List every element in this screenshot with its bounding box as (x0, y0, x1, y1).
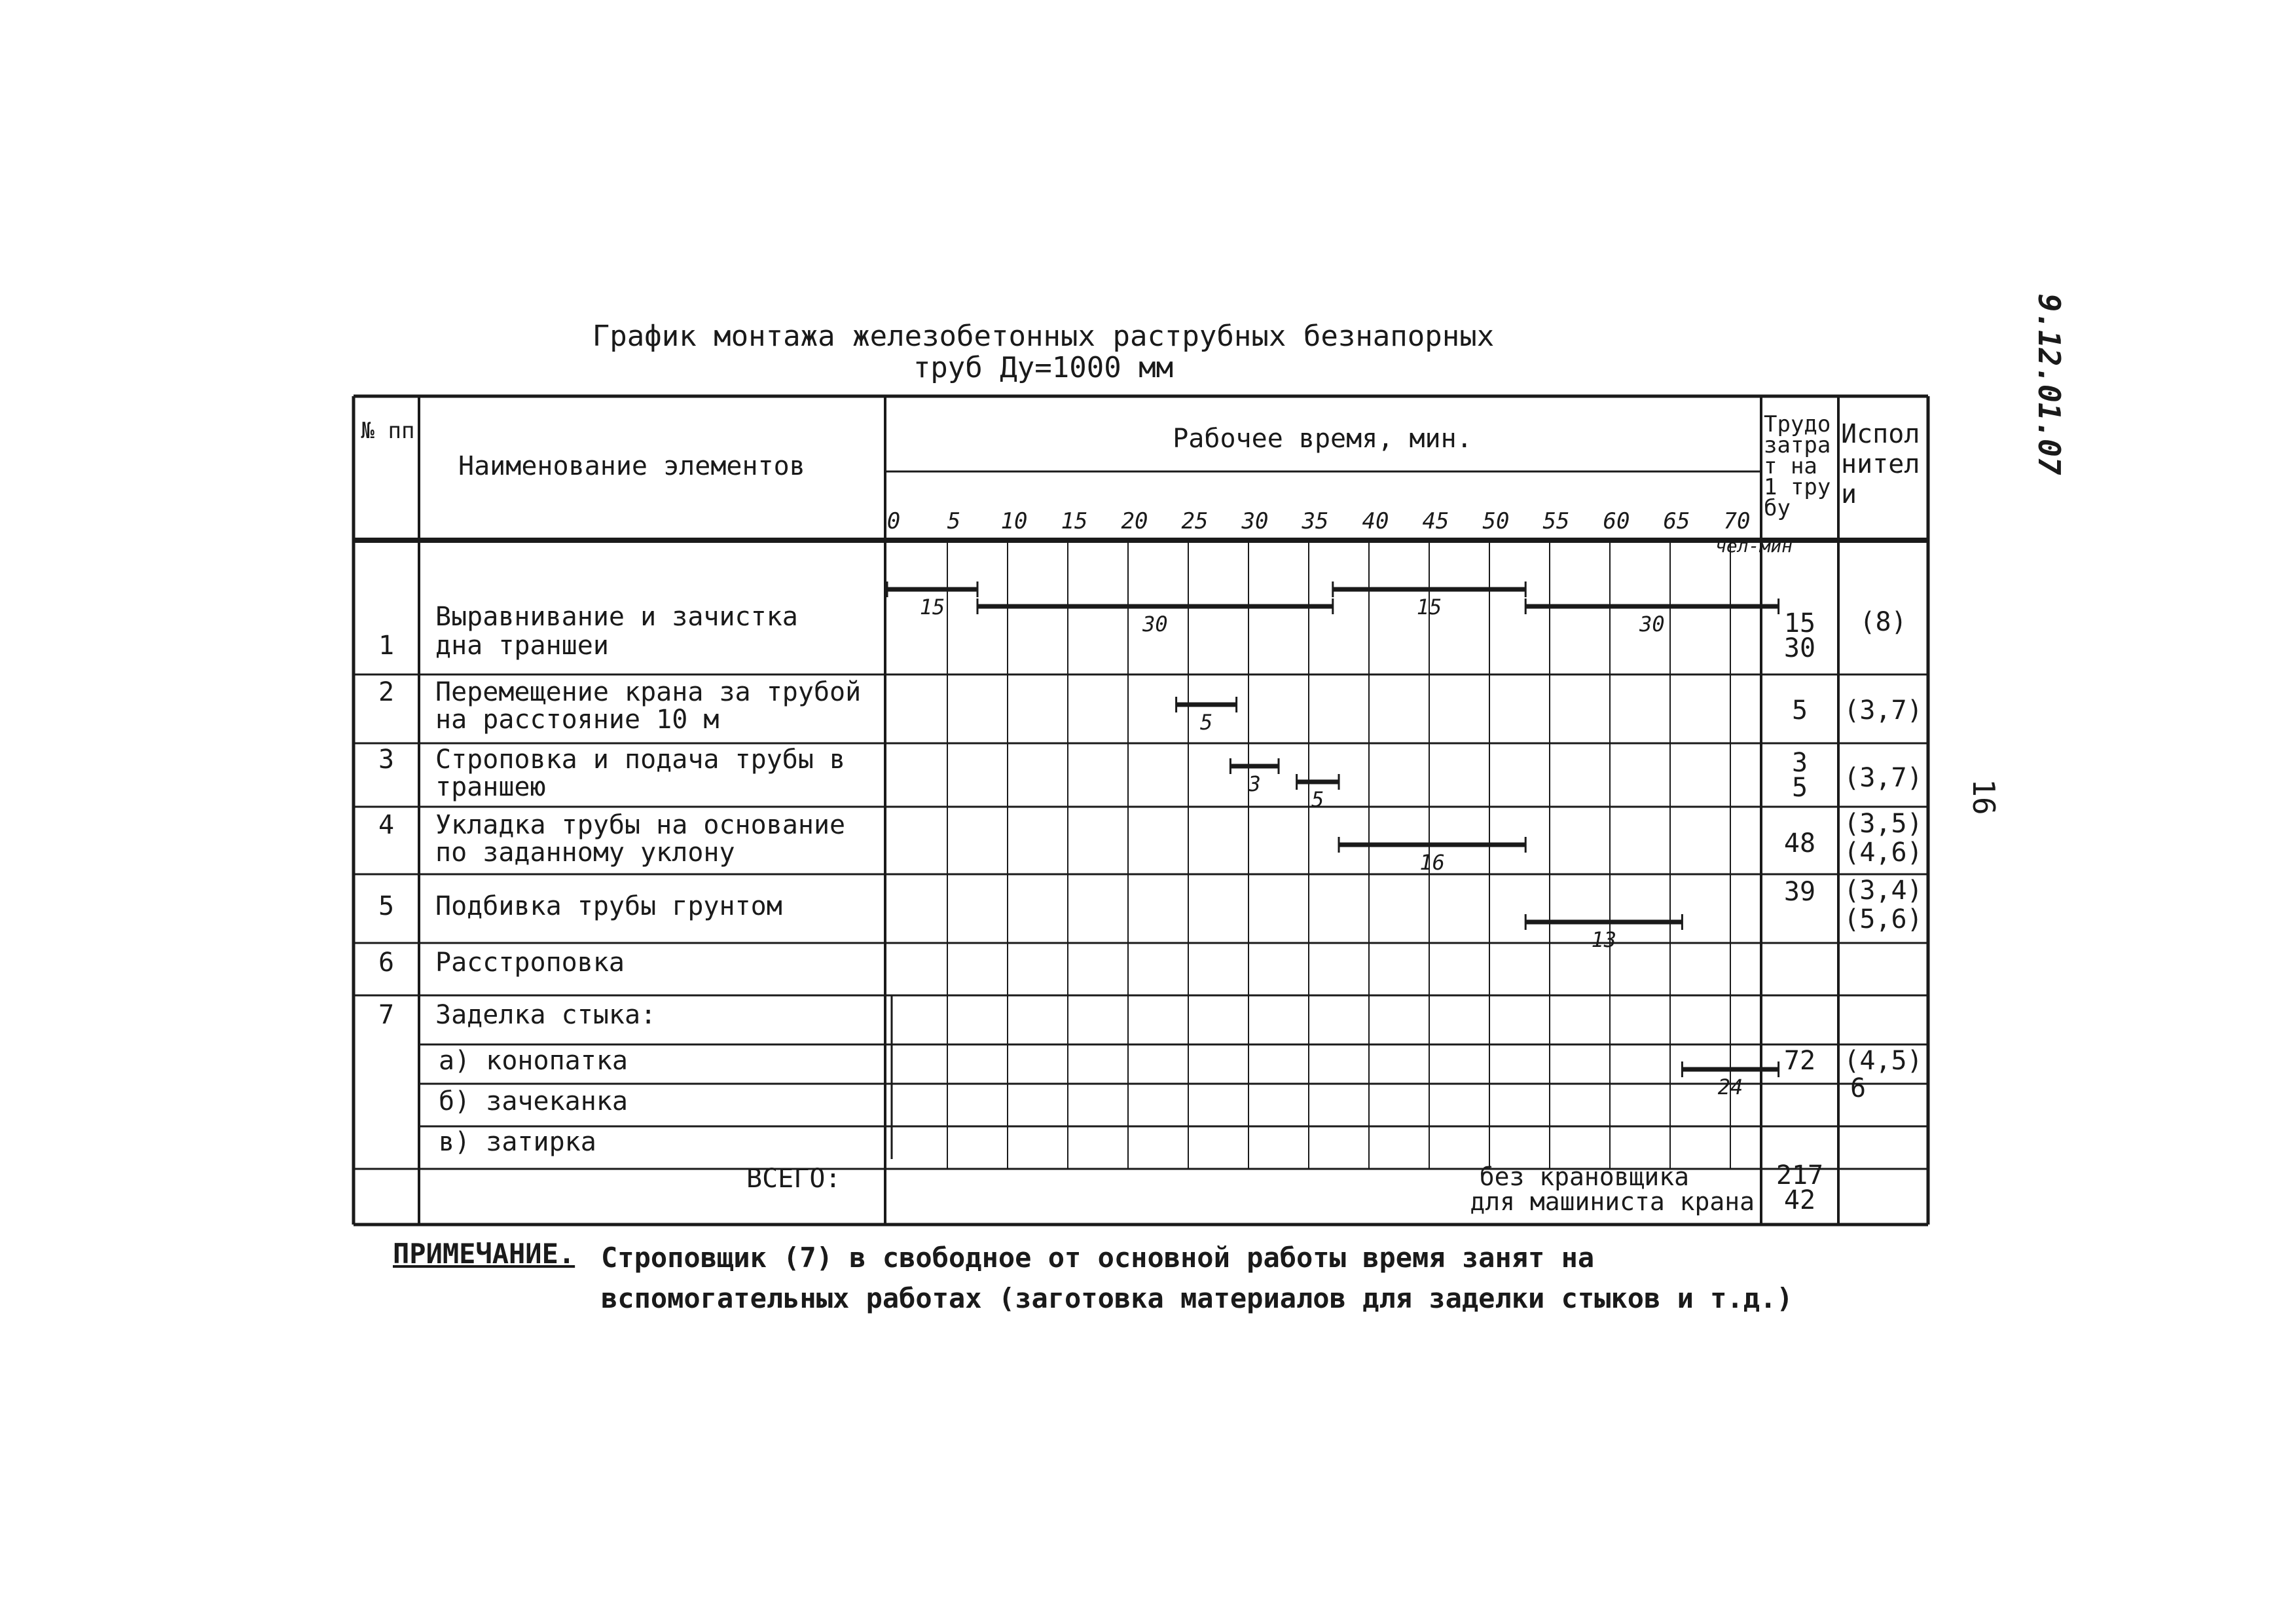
row-name-cont: на расстояние 10 м (435, 705, 720, 735)
subitem-name: в) затирка (439, 1127, 596, 1157)
row-labor: 5 (1791, 695, 1808, 726)
row-name: Подбивка трубы грунтом (435, 891, 782, 921)
tick-label: 35 (1302, 508, 1329, 534)
subitem-name: а) конопатка (439, 1046, 628, 1076)
header-num: № пп (361, 418, 415, 444)
row-number: 1 (378, 631, 395, 661)
tick-label: 30 (1241, 508, 1269, 534)
gantt-bar-label: 30 (1639, 612, 1665, 637)
gantt-bar-label: 5 (1199, 710, 1213, 735)
subitem-labor: 72 (1783, 1046, 1816, 1076)
gantt-bar-label: 15 (1416, 595, 1442, 619)
row-name: Расстроповка (435, 948, 625, 978)
tick-label: 70 (1723, 508, 1751, 534)
note-text: Строповщик (7) в свободное от основной работы время занят на вспомогательных работах (заготовка материалов для заделки стыков и т.д.) (601, 1242, 1793, 1314)
row-executors: (8) (1859, 607, 1907, 637)
row-name: Выравнивание и зачистка (435, 602, 798, 632)
row-executors: (3,7) (1844, 763, 1923, 793)
row-executors-2: (5,6) (1844, 904, 1923, 934)
gantt-bar-label: 24 (1717, 1075, 1743, 1099)
row-labor-2: 5 (1791, 773, 1808, 803)
row-executors-2: (4,6) (1844, 838, 1923, 868)
row-name: Укладка трубы на основание (435, 810, 846, 840)
tick-label: 45 (1422, 508, 1449, 534)
row-labor: 39 (1783, 877, 1816, 907)
row-number: 2 (378, 677, 395, 707)
header-time: Рабочее время, мин. (1173, 424, 1472, 454)
subitem-executors: (4,5) (1844, 1046, 1923, 1076)
gantt-bar-label: 3 (1248, 771, 1261, 796)
header-executors: Исполнители (1841, 419, 1920, 509)
tick-label: 0 (886, 508, 901, 534)
gantt-bar-label: 15 (919, 595, 945, 619)
tick-label: 15 (1061, 508, 1088, 534)
tick-label: 50 (1482, 508, 1510, 534)
row-executors: (3,4) (1844, 876, 1923, 906)
row-labor: 48 (1783, 828, 1816, 858)
row-name-cont: по заданному уклону (435, 838, 735, 868)
document-subtitle: труб Ду=1000 мм (913, 351, 1174, 384)
gantt-bar-label: 30 (1142, 612, 1168, 637)
row-number: 3 (378, 745, 395, 775)
tick-label: 40 (1362, 508, 1389, 534)
total-label: ВСЕГО: (746, 1164, 841, 1194)
document-code: 9.12.01.07 (2032, 293, 2067, 475)
header-labor: Трудозатрат на 1 трубу (1764, 411, 1831, 521)
total-note-2: для машиниста крана (1470, 1187, 1755, 1216)
tick-label: 65 (1663, 508, 1690, 534)
header-labor-unit: чел-мин (1715, 535, 1793, 557)
row-labor-2: 30 (1783, 633, 1816, 663)
row-executors: (3,5) (1844, 809, 1923, 839)
row-number: 7 (378, 1000, 395, 1030)
row-name: Строповка и подача трубы в (435, 745, 846, 775)
gantt-bar-label: 16 (1419, 850, 1445, 875)
row-number: 4 (378, 810, 395, 840)
page-number: 16 (1966, 779, 2001, 815)
gantt-bar-label: 5 (1311, 787, 1324, 812)
subitem-executors-2: 6 (1850, 1073, 1867, 1103)
row-name-cont: траншею (435, 772, 546, 802)
header-name: Наименование элементов (458, 451, 805, 481)
row-number: 5 (378, 891, 395, 921)
row-executors: (3,7) (1844, 695, 1923, 726)
gantt-bar-label: 13 (1591, 927, 1617, 952)
row-name: Перемещение крана за трубой (435, 677, 862, 707)
row-name-cont: дна траншеи (435, 631, 609, 661)
row-name: Заделка стыка: (435, 1000, 657, 1030)
tick-label: 20 (1121, 508, 1148, 534)
total-value-1: 217 (1776, 1160, 1824, 1190)
document-title: График монтажа железобетонных раструбных безнапорных (592, 320, 1495, 353)
row-number: 6 (378, 948, 395, 978)
tick-label: 25 (1181, 508, 1209, 534)
note-label: ПРИМЕЧАНИЕ. (393, 1238, 575, 1270)
row-labor: 15 (1783, 608, 1816, 638)
tick-label: 55 (1542, 508, 1570, 534)
row-labor: 3 (1791, 748, 1808, 778)
total-note-1: без крановщика (1479, 1162, 1689, 1191)
subitem-name: б) зачеканка (439, 1086, 628, 1116)
tick-label: 10 (1000, 508, 1028, 534)
tick-label: 5 (947, 508, 961, 534)
total-value-2: 42 (1783, 1185, 1816, 1215)
tick-label: 60 (1603, 508, 1630, 534)
